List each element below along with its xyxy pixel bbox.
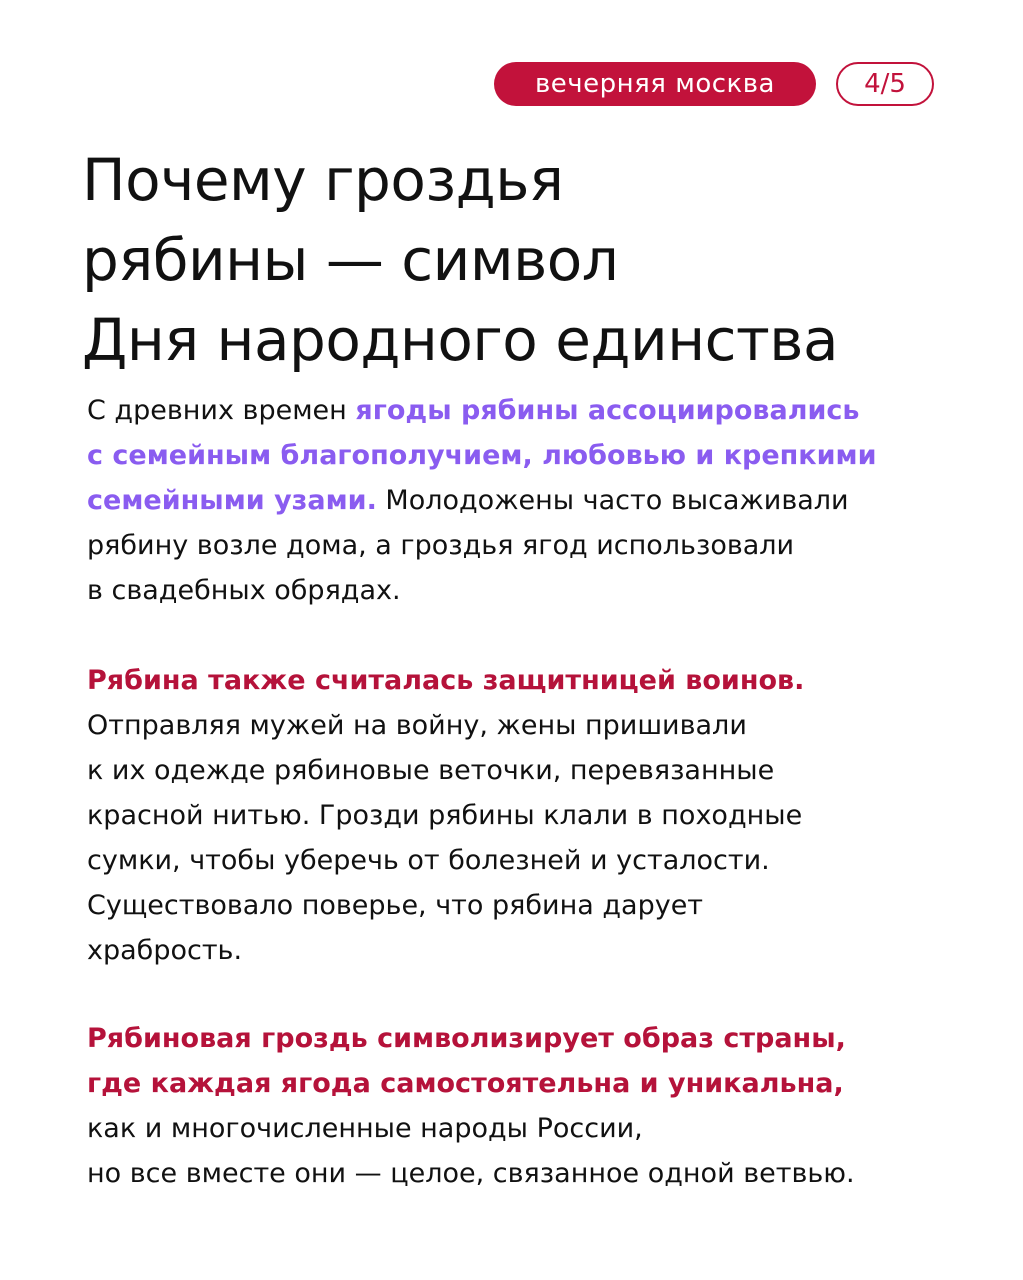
paragraph-family-symbol — [87, 388, 967, 613]
page-counter: 4/5 — [836, 62, 934, 106]
paragraph-line: сумки, чтобы уберечь от болезней и усталости. — [87, 845, 770, 876]
paragraph-line: красной нитью. Грозди рябины клали в походные — [87, 800, 803, 831]
paragraph-line: как и многочисленные народы России, — [87, 1113, 643, 1144]
title-line-2: рябины — символ — [82, 226, 619, 294]
highlight-text: где каждая ягода самостоятельна и уникальна, — [87, 1068, 844, 1099]
paragraph-line: рябину возле дома, а гроздья ягод использовали — [87, 530, 795, 561]
highlight-text: с семейным благополучием, любовью и крепкими — [87, 440, 877, 471]
paragraph-line: Существовало поверье, что рябина дарует — [87, 890, 704, 921]
highlight-text: ягоды рябины ассоциировались — [355, 395, 860, 426]
title-line-3: Дня народного единства — [82, 306, 839, 374]
plain-text: Молодожены часто высаживали — [376, 485, 849, 516]
highlight-text: семейными узами. — [87, 485, 377, 516]
highlight-text: Рябина также считалась защитницей воинов. — [87, 665, 805, 696]
paragraph-line: к их одежде рябиновые веточки, перевязанные — [87, 755, 775, 786]
paragraph-line: но все вместе они — целое, связанное одной ветвью. — [87, 1158, 855, 1189]
paragraph-line: в свадебных обрядах. — [87, 575, 401, 606]
brand-badge: вечерняя москва — [494, 62, 816, 106]
paragraph-line — [87, 388, 967, 433]
highlight-text: Рябиновая гроздь символизирует образ страны, — [87, 1023, 846, 1054]
paragraph-line: храбрость. — [87, 935, 243, 966]
paragraph-warriors — [87, 658, 967, 973]
plain-text: С древних времен — [87, 395, 356, 426]
paragraph-line: Отправляя мужей на войну, жены пришивали — [87, 710, 747, 741]
paragraph-country-image — [87, 1016, 967, 1196]
page-title — [82, 140, 982, 380]
paragraph-line — [87, 478, 967, 523]
title-line-1: Почему гроздья — [82, 146, 564, 214]
